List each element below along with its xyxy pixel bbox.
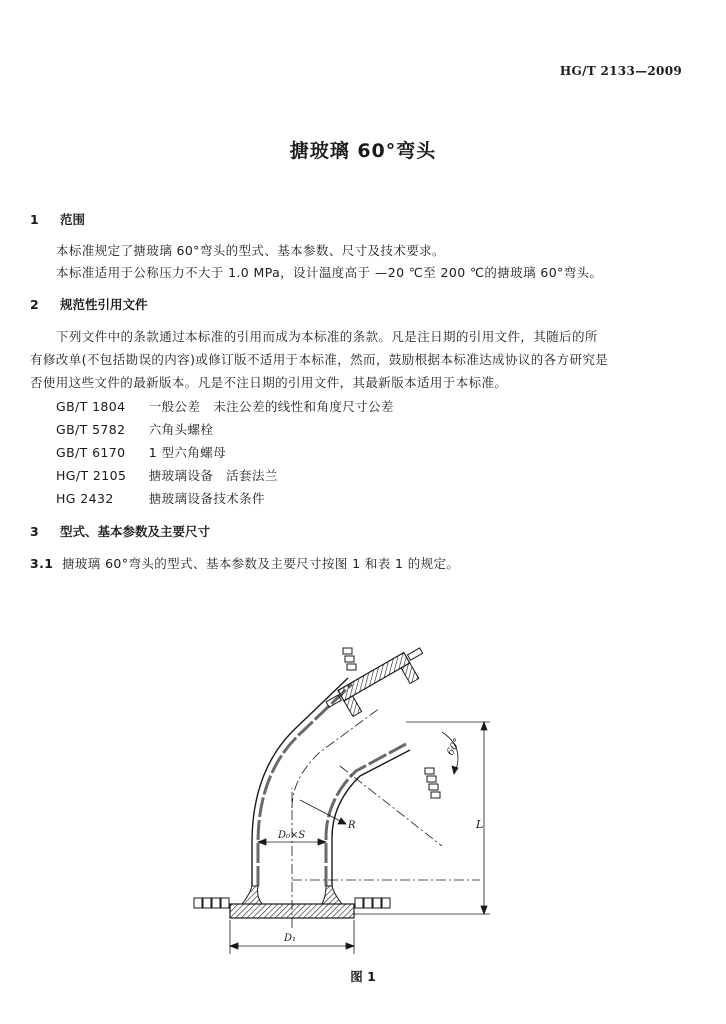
section-3-number: 3 bbox=[30, 524, 39, 539]
label-flange-diameter: D₁ bbox=[284, 933, 297, 944]
document-title: 搪玻璃 60°弯头 bbox=[289, 140, 437, 162]
section-2-paragraph-line-2: 有修改单(不包括勘误的内容)或修订版不适用于本标准，然而，鼓励根据本标准达成协议的各方研究是 bbox=[30, 352, 609, 367]
reference-title: 六角头螺栓 bbox=[148, 422, 214, 437]
section-3-title: 型式、基本参数及主要尺寸 bbox=[60, 524, 211, 539]
reference-title: 搪玻璃设备 活套法兰 bbox=[148, 468, 278, 483]
clause-3-1-number: 3.1 bbox=[30, 556, 54, 571]
reference-item bbox=[56, 397, 394, 415]
reference-title: 搪玻璃设备技术条件 bbox=[148, 491, 265, 506]
elbow-outer-wall bbox=[252, 678, 348, 886]
section-1-title: 范围 bbox=[60, 212, 86, 227]
section-1-paragraph-2: 本标准适用于公称压力不大于 1.0 MPa，设计温度高于 —20 ℃至 200 ℃的搪玻璃 60°弯头。 bbox=[56, 265, 603, 280]
elbow-inner-wall bbox=[332, 750, 410, 886]
standard-number: HG/T 2133—2009 bbox=[559, 64, 682, 78]
reference-code: GB/T 1804 bbox=[56, 399, 126, 414]
reference-code: GB/T 6170 bbox=[56, 445, 126, 460]
label-radius: R bbox=[348, 820, 356, 831]
section-2-title: 规范性引用文件 bbox=[60, 297, 148, 312]
reference-code: HG 2432 bbox=[56, 491, 114, 506]
reference-item bbox=[56, 489, 265, 507]
elbow-outer-lining bbox=[258, 684, 352, 886]
section-3-heading bbox=[30, 522, 210, 540]
label-pipe-size: D₀×S bbox=[278, 830, 306, 841]
reference-item bbox=[56, 466, 278, 484]
label-length: L bbox=[476, 818, 484, 831]
clause-3-1 bbox=[30, 554, 459, 572]
section-2-heading bbox=[30, 295, 148, 313]
reference-title: 1 型六角螺母 bbox=[148, 445, 226, 460]
figure-caption: 图 1 bbox=[350, 969, 376, 984]
section-1-number: 1 bbox=[30, 212, 39, 227]
section-1-paragraph-1: 本标准规定了搪玻璃 60°弯头的型式、基本参数、尺寸及技术要求。 bbox=[56, 243, 445, 258]
elbow-drawing bbox=[180, 628, 510, 968]
section-2-paragraph-line-3: 否使用这些文件的最新版本。凡是不注日期的引用文件，其最新版本适用于本标准。 bbox=[30, 375, 508, 390]
reference-code: HG/T 2105 bbox=[56, 468, 127, 483]
reference-item bbox=[56, 443, 226, 461]
section-1-heading bbox=[30, 210, 85, 228]
dimension-lines bbox=[230, 722, 490, 954]
section-2-paragraph-line-1: 下列文件中的条款通过本标准的引用而成为本标准的条款。凡是注日期的引用文件，其随后的所 bbox=[56, 329, 598, 344]
reference-item bbox=[56, 420, 213, 438]
label-angle: 60° bbox=[445, 736, 464, 758]
clause-3-1-text: 搪玻璃 60°弯头的型式、基本参数及主要尺寸按图 1 和表 1 的规定。 bbox=[62, 556, 460, 571]
elbow-inner-lining bbox=[326, 744, 406, 886]
reference-title: 一般公差 未注公差的线性和角度尺寸公差 bbox=[148, 399, 394, 414]
section-2-number: 2 bbox=[30, 297, 39, 312]
reference-code: GB/T 5782 bbox=[56, 422, 126, 437]
